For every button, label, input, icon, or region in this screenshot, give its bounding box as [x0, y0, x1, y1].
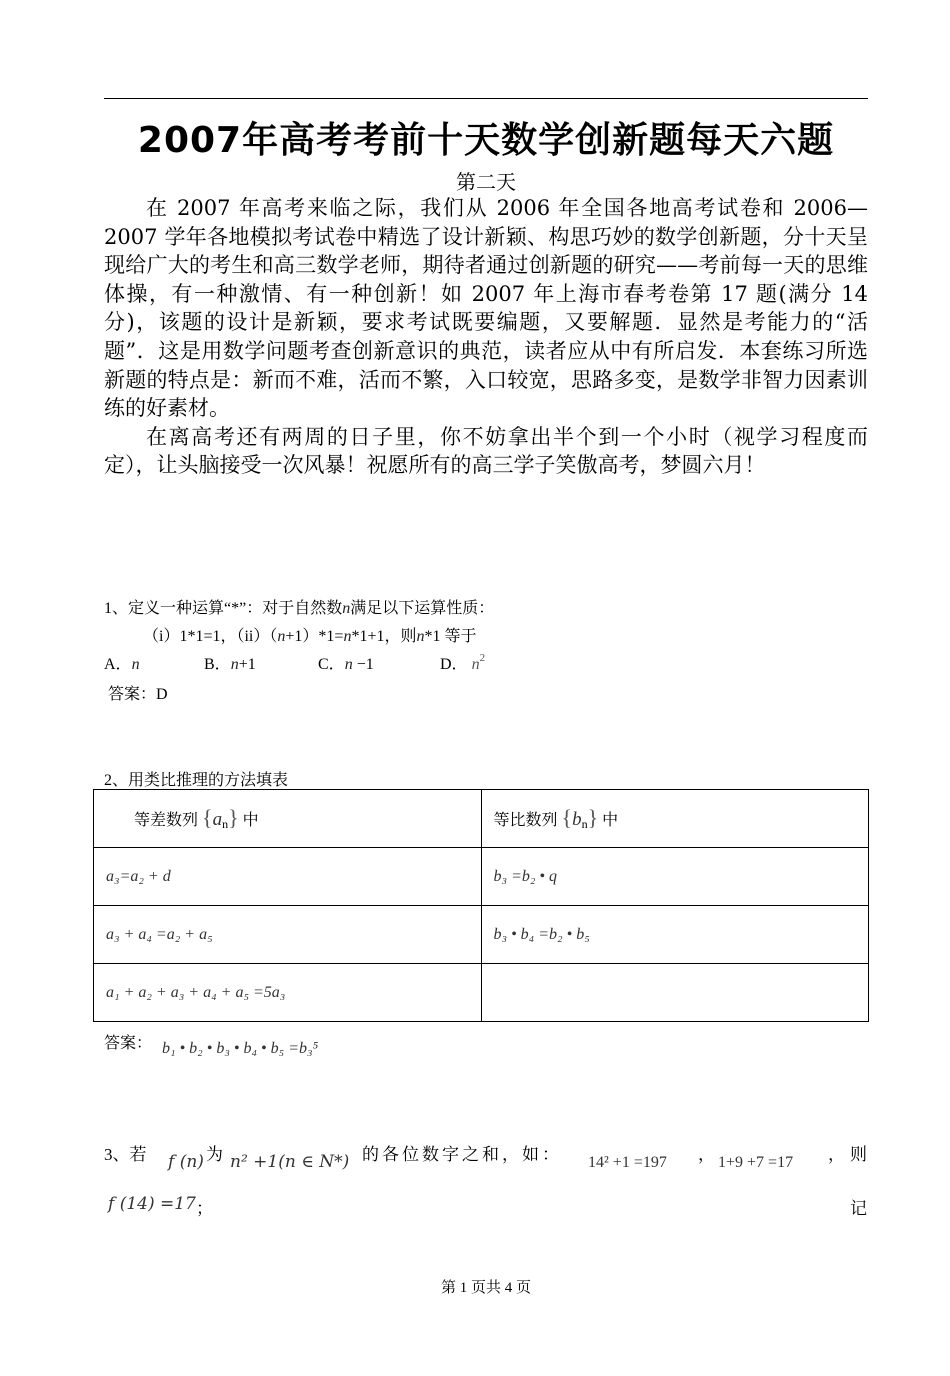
q3-ze: 则 — [850, 1145, 867, 1164]
q1-cond-var: n — [343, 628, 352, 645]
q3-comma-1: ， — [698, 1145, 715, 1164]
table-cell-arithmetic: a₃=a₂ + d — [94, 848, 482, 906]
q2-answer-label: 答案： — [104, 1035, 153, 1052]
option-tail: −1 — [352, 656, 374, 673]
option-value: n — [131, 656, 140, 673]
header-text: 中 — [242, 812, 259, 829]
table-cell-geometric: b₃ • b₄ =b₂ • b₅ — [481, 906, 869, 964]
top-rule — [104, 98, 868, 99]
q3-comma-2: ， — [828, 1145, 845, 1164]
page-footer: 第 1 页共 4 页 — [440, 1280, 531, 1296]
q3-function: f (n) — [168, 1152, 204, 1172]
q1-cond-var: n — [277, 628, 286, 645]
q2-answer-expr: b₁ • b₂ • b₃ • b₄ • b₅ =b₃⁵ — [162, 1040, 319, 1057]
analogy-table — [93, 789, 869, 1022]
q3-number: 3、若 — [104, 1145, 147, 1164]
q1-option-d — [440, 651, 485, 674]
intro-paragraph-1: 在 2007 年高考来临之际，我们从 2006 年全国各地高考试卷和 2006—2007 学年各地模拟考试卷中精选了设计新颖、构思巧妙的数学创新题，分十天呈现给广大的考生和高三数学老师，期待者通过创新题的研究——考前每一天的思维体操，有一种激情、有一种创新！如 2007 年上海市春考卷第 17 题(满分 14 分)，该题的设计是新颖，要求考试既要编题，又要解题．显然是考能力的“活题”．这是用数学问题考查创新意识的典范，读者应从中有所启发．本套练习所选新题的特点是：新而不难，活而不繁，入口较宽，思路多变，是数学非智力因素训练的好素材。 — [104, 196, 868, 421]
q3-result: f (14) =17 — [108, 1194, 196, 1214]
q1-option-c — [318, 651, 374, 674]
q1-cond-var: n — [416, 628, 425, 645]
table-cell-arithmetic: a₁ + a₂ + a₃ + a₄ + a₅ =5a₃ — [94, 964, 482, 1022]
table-cell-geometric: b₃ =b₂ • q — [481, 848, 869, 906]
option-exponent: 2 — [479, 652, 486, 664]
page-subtitle: 第二天 — [456, 170, 516, 194]
q1-stem-text-2: 满足以下运算性质： — [350, 600, 495, 617]
header-var: b — [572, 809, 582, 830]
q1-stem — [104, 595, 494, 618]
q1-cond-text: *1 等于 — [424, 628, 477, 645]
header-sub: n — [222, 817, 229, 831]
option-tail: +1 — [238, 656, 256, 673]
option-label: A． — [104, 656, 132, 673]
table-header-arithmetic — [94, 790, 482, 848]
set-brace: { — [202, 805, 213, 830]
set-brace: } — [587, 805, 599, 830]
header-sub: n — [581, 817, 588, 831]
table-row — [94, 906, 869, 964]
q3-wei: 为 — [206, 1145, 223, 1164]
option-value: n — [230, 656, 239, 673]
set-brace: { — [561, 805, 573, 830]
q1-cond-text: *1+1，则 — [351, 628, 417, 645]
table-row — [94, 964, 869, 1022]
q3-expression: n² +1(n ∈ N*) — [230, 1152, 350, 1172]
q1-conditions — [143, 623, 476, 646]
header-text: 等差数列 — [134, 812, 199, 829]
q1-cond-text: （i）1*1=1，（ii）（ — [143, 628, 278, 645]
q1-option-a — [104, 651, 140, 674]
table-cell-arithmetic: a₃ + a₄ =a₂ + a₅ — [94, 906, 482, 964]
table-header-geometric — [481, 790, 869, 848]
q3-semicolon: ； — [196, 1199, 213, 1218]
q3-example-2: 1+9 +7 =17 — [718, 1154, 794, 1171]
table-header-row — [94, 790, 869, 848]
option-value: n — [471, 656, 480, 673]
header-text: 等比数列 — [493, 812, 558, 829]
option-label: D． — [440, 656, 468, 673]
q3-example-1: 14² +1 =197 — [588, 1154, 667, 1171]
q1-stem-var: n — [342, 600, 351, 617]
intro-text — [104, 194, 868, 480]
q1-option-b — [204, 651, 256, 674]
q1-stem-text: 1、定义一种运算“*”：对于自然数 — [104, 600, 343, 617]
page-title: 2007年高考考前十天数学创新题每天六题 — [137, 120, 835, 161]
q3-ji: 记 — [850, 1199, 867, 1218]
header-var: a — [212, 809, 223, 830]
table-row — [94, 848, 869, 906]
option-label: C． — [318, 656, 345, 673]
intro-paragraph-2: 在离高考还有两周的日子里，你不妨拿出半个到一个小时（视学习程度而定），让头脑接受一次风暴！祝愿所有的高三学子笑傲高考，梦圆六月！ — [104, 424, 868, 478]
option-label: B． — [204, 656, 231, 673]
header-text: 中 — [602, 812, 619, 829]
q3-description: 的各位数字之和，如： — [362, 1145, 562, 1164]
q1-cond-text: +1）*1= — [285, 628, 344, 645]
table-cell-geometric — [481, 964, 869, 1022]
set-brace: } — [228, 805, 239, 830]
q2-stem: 2、用类比推理的方法填表 — [104, 772, 289, 789]
option-value: n — [344, 656, 353, 673]
q1-answer: 答案：D — [108, 686, 168, 703]
